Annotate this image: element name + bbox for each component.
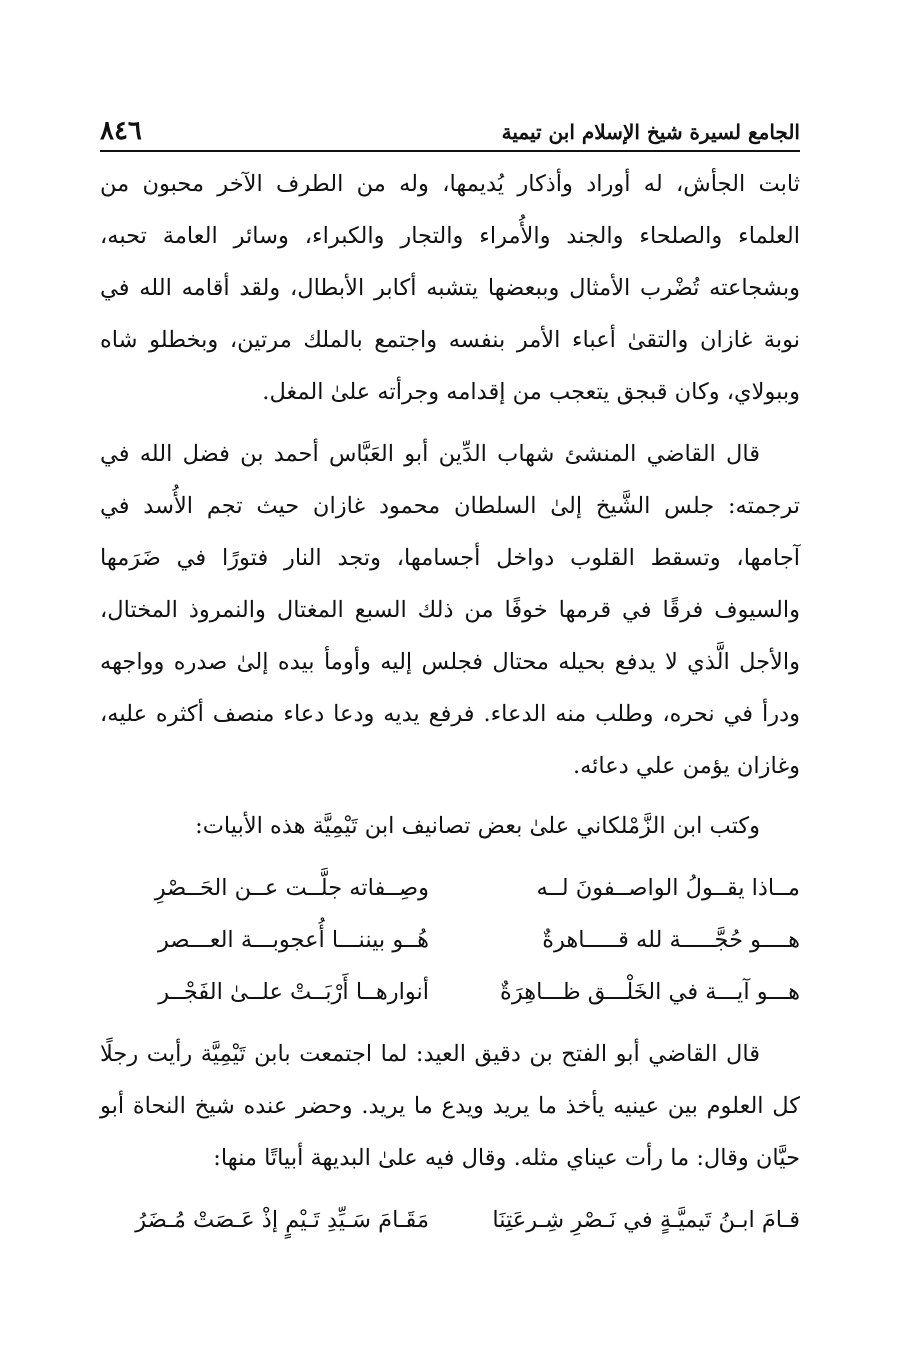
verse-line xyxy=(100,862,800,914)
verse-first-hemistich: هـــو آيـــة في الخَلْـــق ظـــاهِرَةٌ xyxy=(500,979,800,1005)
page-body xyxy=(100,158,800,1246)
verse-line xyxy=(100,966,800,1018)
paragraph-3: وكتب ابن الزَّمْلكاني علىٰ بعض تصانيف ابن تَيْمِيَّة هذه الأبيات: xyxy=(195,813,760,839)
verse-first-hemistich: هــــو حُجَّـــــة لله قـــــاهرةٌ xyxy=(542,927,800,953)
running-title: الجامع لسيرة شيخ الإسلام ابن تيمية xyxy=(501,120,800,144)
page-number: ٨٤٦ xyxy=(100,116,142,146)
paragraph-1: ثابت الجأش، له أوراد وأذكار يُديمها، وله من الطرف الآخر محبون من العلماء والصلحاء والجند والأُمراء والتجار والكبراء، وسائر العامة تحبه، وبشجاعته تُضْرب الأمثال وببعضها يتشبه أكابر الأبطال، ولقد أقامه الله في نوبة غازان والتقىٰ أعباء الأمر بنفسه واجتمع بالملك مرتين، وبخطلو شاه وببولاي، وكان قبجق يتعجب من إقدامه وجرأته علىٰ المغل. xyxy=(100,171,800,405)
verse-line xyxy=(100,914,800,966)
verse-second-hemistich: مَقَـامَ سَـيِّدِ تَـيْمٍ إذْ عَـصَتْ مُـضَرُ xyxy=(135,1207,429,1233)
poem-2 xyxy=(100,1194,800,1246)
verse-first-hemistich: مــاذا يقــولُ الواصــفونَ لــه xyxy=(536,875,800,901)
verse-line xyxy=(100,1194,800,1246)
paragraph-4: قال القاضي أبو الفتح بن دقيق العيد: لما اجتمعت بابن تَيْمِيَّة رأيت رجلًا كل العلوم بين عينيه يأخذ ما يريد ويدع ما يريد. وحضر عنده شيخ النحاة أبو حيَّان وقال: ما رأت عيناي مثله. وقال فيه علىٰ البديهة أبياتًا منها: xyxy=(100,1041,800,1171)
page-header xyxy=(100,112,800,152)
verse-second-hemistich: هُــو بيننـــا أُعجوبـــة العـــصر xyxy=(158,927,429,953)
verse-second-hemistich: وصِــفاته جلَّــت عــن الحَــصْرِ xyxy=(154,875,429,901)
verse-first-hemistich: قـامَ ابـنُ تَيميَّـةٍ في نَـصْرِ شِـرعَتِنَا xyxy=(492,1207,800,1233)
poem-1 xyxy=(100,862,800,1018)
paragraph-2: قال القاضي المنشئ شهاب الدِّين أبو العَبَّاس أحمد بن فضل الله في ترجمته: جلس الشَّيخ إلىٰ السلطان محمود غازان حيث تجم الأُسد في آجامها، وتسقط القلوب دواخل أجسامها، وتجد النار فتورًا في ضَرَمها والسيوف فرقًا في قرمها خوفًا من ذلك السبع المغتال والنمروذ المختال، والأجل الَّذي لا يدفع بحيله محتال فجلس إليه وأومأ بيده إلىٰ صدره وواجهه ودرأ في نحره، وطلب منه الدعاء. فرفع يديه ودعا دعاء منصف أكثره عليه، وغازان يؤمن علي دعائه. xyxy=(100,441,800,779)
verse-second-hemistich: أنوارهــا أَرْبَــتْ علــىٰ الفَجْــر xyxy=(158,979,429,1005)
